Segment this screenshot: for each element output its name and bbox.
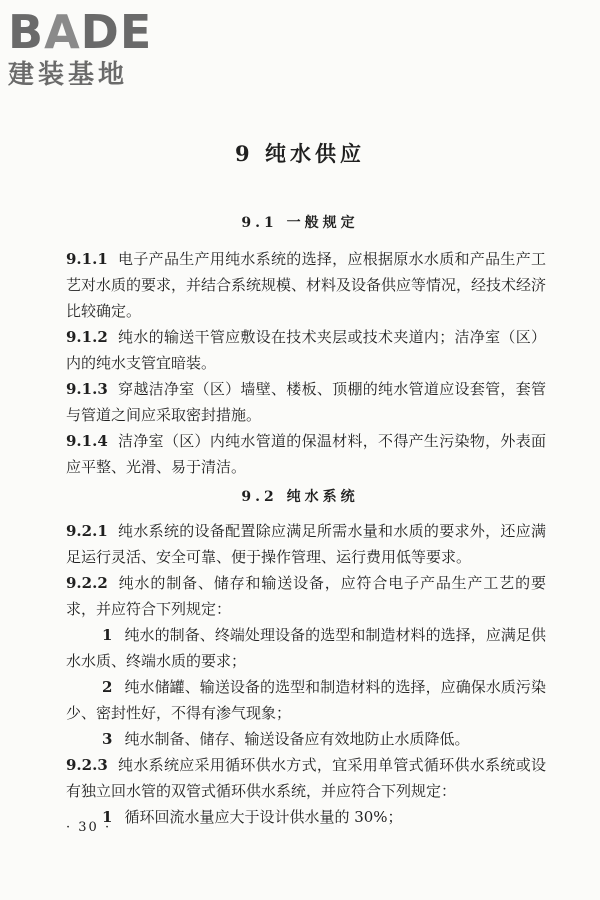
section-title-9-1: 9.1 一般规定 — [241, 215, 359, 231]
logo-subtitle: 建装基地 — [8, 60, 129, 90]
clause-9-2-1: 9.2.1 纯水系统的设备配置除应满足所需水量和水质的要求外，还应满足运行灵活、安全可靠、便于操作管理、运行费用低等要求。 — [66, 522, 546, 566]
list-item: 2 纯水储罐、输送设备的选型和制造材料的选择，应确保水质污染少、密封性好，不得有渗气现象； — [66, 678, 546, 722]
clause-9-2-3: 9.2.3 纯水系统应采用循环供水方式，宜采用单管式循环供水系统或设有独立回水管的双管式循环供水系统，并应符合下列规定： — [66, 756, 546, 800]
chapter-title: 9 纯水供应 — [235, 141, 365, 166]
logo-wordmark: BADE — [8, 5, 153, 59]
section-title-9-2: 9.2 纯水系统 — [241, 489, 359, 505]
list-item: 1 纯水的制备、终端处理设备的选型和制造材料的选择，应满足供水水质、终端水质的要求； — [66, 626, 546, 670]
bade-logo — [8, 6, 178, 90]
clause-9-1-3: 9.1.3 穿越洁净室（区）墙壁、楼板、顶棚的纯水管道应设套管，套管与管道之间应采取密封措施。 — [66, 380, 546, 424]
clause-9-2-2: 9.2.2 纯水的制备、储存和输送设备，应符合电子产品生产工艺的要求，并应符合下列规定： — [66, 574, 546, 618]
clause-9-1-2: 9.1.2 纯水的输送干管应敷设在技术夹层或技术夹道内；洁净室（区）内的纯水支管宜暗装。 — [66, 328, 546, 372]
page-number: · 30 · — [66, 820, 112, 835]
section-9-1-body — [66, 246, 546, 480]
section-9-2-body — [66, 518, 546, 830]
clause-9-1-4: 9.1.4 洁净室（区）内纯水管道的保温材料，不得产生污染物，外表面应平整、光滑、易于清洁。 — [66, 432, 546, 476]
list-item: 1 循环回流水量应大于设计供水量的 30%； — [102, 808, 403, 826]
list-item: 3 纯水制备、储存、输送设备应有效地防止水质降低。 — [102, 730, 470, 748]
clause-9-1-1: 9.1.1 电子产品生产用纯水系统的选择，应根据原水水质和产品生产工艺对水质的要求，并结合系统规模、材料及设备供应等情况，经技术经济比较确定。 — [66, 250, 547, 320]
